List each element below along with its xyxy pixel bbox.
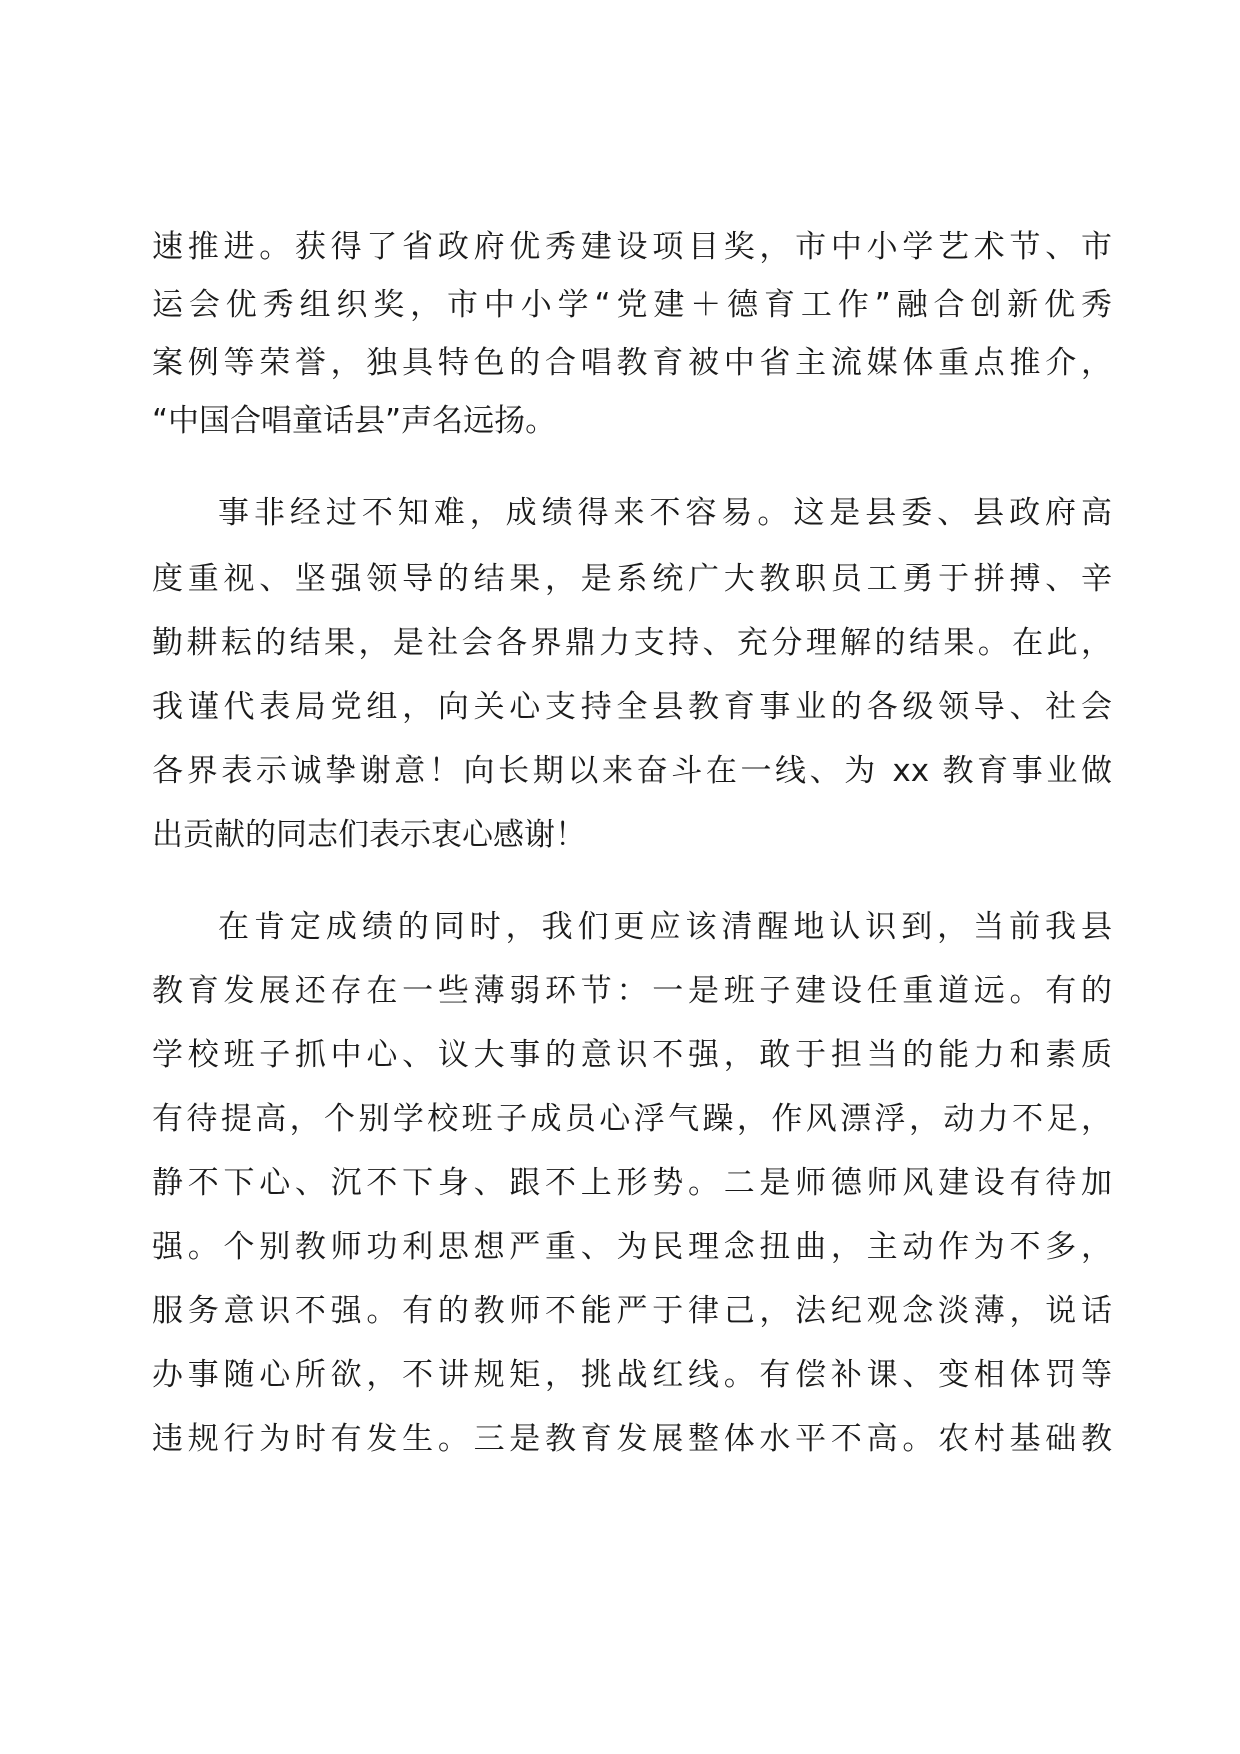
paragraph-3-line-4: 有待提高，个别学校班子成员心浮气躁，作风漂浮，动力不足， [152,1101,1112,1137]
paragraph-2-line-2: 度重视、坚强领导的结果，是系统广大教职员工勇于拼搏、辛 [152,561,1112,597]
paragraph-3-line-5: 静不下心、沉不下身、跟不上形势。二是师德师风建设有待加 [152,1165,1112,1201]
paragraph-2-line-4: 我谨代表局党组，向关心支持全县教育事业的各级领导、社会 [152,689,1112,725]
paragraph-3-line-3: 学校班子抓中心、议大事的意识不强，敢于担当的能力和素质 [152,1037,1112,1073]
paragraph-3-line-1: 在肯定成绩的同时，我们更应该清醒地认识到，当前我县 [218,909,1112,945]
paragraph-2-line-6: 出贡献的同志们表示衷心感谢！ [152,817,586,853]
paragraph-1-line-3: 案例等荣誉，独具特色的合唱教育被中省主流媒体重点推介， [152,345,1112,381]
paragraph-3-line-9: 违规行为时有发生。三是教育发展整体水平不高。农村基础教 [152,1421,1112,1457]
paragraph-3-line-6: 强。个别教师功利思想严重、为民理念扭曲，主动作为不多， [152,1229,1112,1265]
paragraph-3-line-7: 服务意识不强。有的教师不能严于律己，法纪观念淡薄，说话 [152,1293,1112,1329]
paragraph-2-line-1: 事非经过不知难，成绩得来不容易。这是县委、县政府高 [218,495,1112,531]
paragraph-2-line-3: 勤耕耘的结果，是社会各界鼎力支持、充分理解的结果。在此， [152,625,1112,661]
paragraph-1-line-1: 速推进。获得了省政府优秀建设项目奖，市中小学艺术节、市 [152,229,1112,265]
paragraph-1-line-4: “中国合唱童话县”声名远扬。 [152,403,557,439]
paragraph-2-line-5: 各界表示诚挚谢意！向长期以来奋斗在一线、为 xx 教育事业做 [152,753,1112,789]
paragraph-3-line-8: 办事随心所欲，不讲规矩，挑战红线。有偿补课、变相体罚等 [152,1357,1112,1393]
paragraph-1-line-2: 运会优秀组织奖，市中小学“党建＋德育工作”融合创新优秀 [152,287,1112,323]
paragraph-3-line-2: 教育发展还存在一些薄弱环节：一是班子建设任重道远。有的 [152,973,1112,1009]
